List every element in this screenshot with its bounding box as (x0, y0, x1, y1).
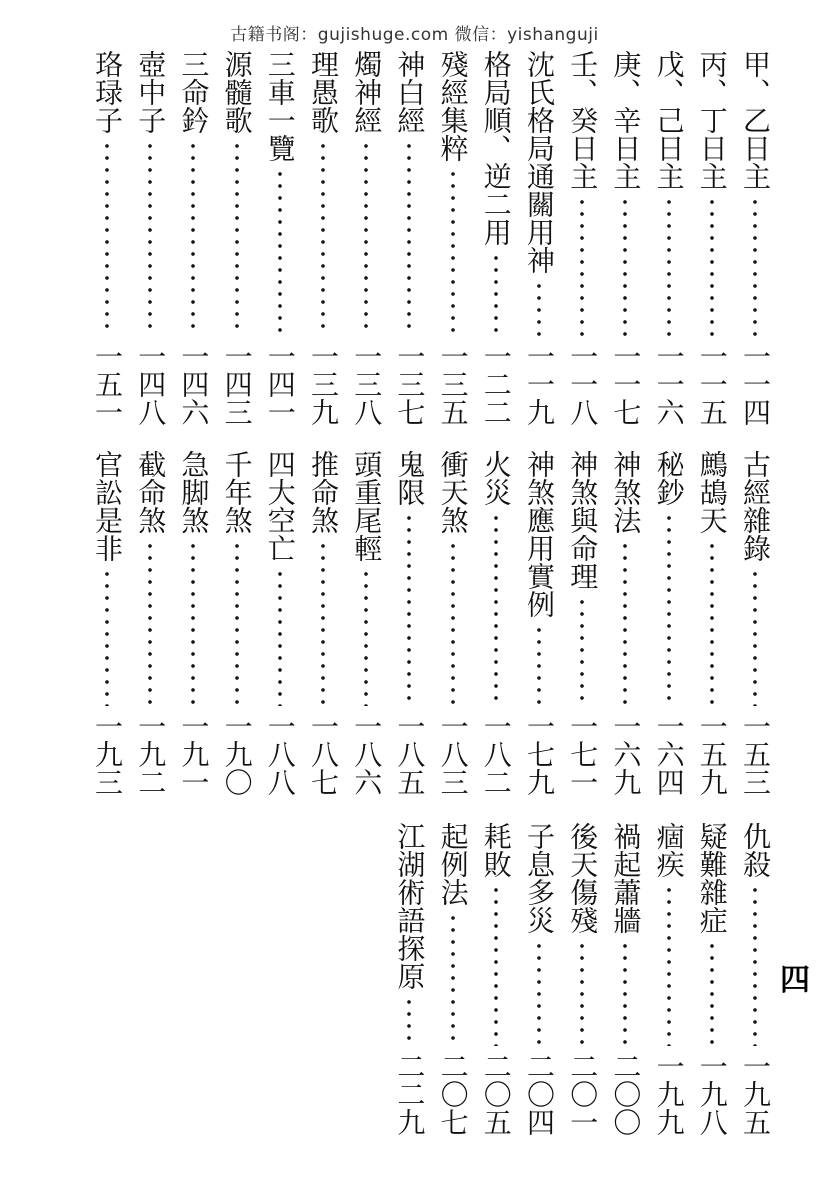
entry-title: 源髓歌 (220, 50, 254, 134)
entry-page-number: 一一七 (609, 342, 643, 426)
dot-leader (710, 196, 714, 336)
entry-page-number: 一三九 (307, 342, 340, 426)
entry-page-number: 一六四 (652, 712, 686, 796)
entry-title: 鷓鴣天 (695, 450, 729, 534)
watermark: 古籍书阁：gujishuge.com 微信：yishanguji (230, 25, 599, 45)
entry-title: 殘經集粹 (436, 50, 470, 162)
entry-page-number: 一五一 (91, 342, 124, 426)
dot-leader (451, 912, 455, 1046)
entry-title: 三命鈐 (177, 50, 211, 134)
dot-leader (105, 140, 109, 336)
entry-page-number: 一八八 (263, 712, 297, 796)
entry-title: 戊、己日主 (652, 50, 686, 190)
entry-title: 火災 (479, 450, 513, 506)
entry-title: 疑難雜症 (695, 822, 729, 934)
entry-title: 庚、辛日主 (609, 50, 643, 190)
dot-leader (494, 512, 498, 706)
dot-leader (364, 140, 368, 336)
entry-title: 起例法 (436, 822, 470, 906)
dot-leader (278, 168, 282, 336)
entry-title: 甲、乙日主 (739, 50, 772, 190)
entry-title: 後天傷殘 (566, 822, 600, 934)
entry-page-number: 一三五 (436, 342, 470, 426)
entry-page-number: 一五九 (695, 712, 729, 796)
entry-page-number: 一九五 (739, 1052, 772, 1136)
dot-leader (710, 940, 714, 1046)
entry-page-number: 一七一 (566, 712, 600, 796)
entry-title: 神煞法 (609, 450, 643, 534)
entry-title: 耗敗 (479, 822, 513, 878)
entry-title: 神煞與命理 (566, 450, 600, 590)
entry-title: 鬼限 (393, 450, 427, 506)
dot-leader (753, 196, 757, 336)
entry-page-number: 一九八 (695, 1052, 729, 1136)
entry-page-number: 一五三 (739, 712, 772, 796)
dot-leader (148, 540, 152, 706)
dot-leader (580, 196, 584, 336)
entry-page-number: 一七九 (523, 712, 556, 796)
entry-title: 沈氏格局通關用神 (523, 50, 556, 274)
entry-page-number: 一九三 (91, 712, 124, 796)
entry-title: 四大空亡 (263, 450, 297, 562)
dot-leader (407, 996, 411, 1046)
page-number: 四 (780, 963, 810, 998)
entry-page-number: 一四一 (263, 342, 297, 426)
entry-page-number: 一一六 (652, 342, 686, 426)
entry-title: 壬、癸日主 (566, 50, 600, 190)
entry-page-number: 二〇〇 (609, 1052, 643, 1136)
entry-page-number: 一四八 (134, 342, 168, 426)
entry-title: 頭重尾輕 (350, 450, 384, 562)
dot-leader (321, 540, 325, 706)
dot-leader (191, 140, 195, 336)
entry-title: 格局順、逆二用 (479, 50, 513, 246)
entry-page-number: 二〇四 (523, 1052, 556, 1136)
entry-title: 仇殺 (739, 822, 772, 878)
entry-page-number: 一二二 (479, 342, 513, 426)
dot-leader (278, 568, 282, 706)
entry-page-number: 一九〇 (220, 712, 254, 796)
dot-leader (451, 540, 455, 706)
dot-leader (148, 140, 152, 336)
entry-page-number: 一三七 (393, 342, 427, 426)
entry-title: 珞琭子 (91, 50, 124, 134)
dot-leader (407, 140, 411, 336)
dot-leader (235, 140, 239, 336)
entry-page-number: 二二九 (393, 1052, 427, 1136)
entry-page-number: 一一八 (566, 342, 600, 426)
entry-title: 三車一覽 (263, 50, 297, 162)
entry-title: 燭神經 (350, 50, 384, 134)
dot-leader (235, 540, 239, 706)
dot-leader (753, 568, 757, 706)
dot-leader (667, 884, 671, 1046)
dot-leader (537, 940, 541, 1046)
entry-page-number: 一八五 (393, 712, 427, 796)
entry-title: 官訟是非 (91, 450, 124, 562)
entry-page-number: 二〇一 (566, 1052, 600, 1136)
entry-title: 秘鈔 (652, 450, 686, 506)
entry-page-number: 一八六 (350, 712, 384, 796)
entry-page-number: 一一五 (695, 342, 729, 426)
entry-page-number: 二〇七 (436, 1052, 470, 1136)
entry-page-number: 一九一 (177, 712, 211, 796)
dot-leader (710, 540, 714, 706)
dot-leader (537, 280, 541, 336)
entry-page-number: 一八七 (307, 712, 340, 796)
dot-leader (623, 540, 627, 706)
entry-title: 截命煞 (134, 450, 168, 534)
entry-title: 衝天煞 (436, 450, 470, 534)
dot-leader (191, 540, 195, 706)
dot-leader (623, 940, 627, 1046)
entry-title: 江湖術語探原 (393, 822, 427, 990)
entry-title: 禍起蕭牆 (609, 822, 643, 934)
dot-leader (537, 624, 541, 706)
dot-leader (407, 512, 411, 706)
entry-title: 千年煞 (220, 450, 254, 534)
entry-page-number: 一一九 (523, 342, 556, 426)
entry-title: 痼疾 (652, 822, 686, 878)
entry-page-number: 一六九 (609, 712, 643, 796)
entry-title: 神白經 (393, 50, 427, 134)
dot-leader (364, 568, 368, 706)
dot-leader (623, 196, 627, 336)
entry-title: 急脚煞 (177, 450, 211, 534)
entry-title: 丙、丁日主 (695, 50, 729, 190)
entry-page-number: 一九二 (134, 712, 168, 796)
entry-title: 古經雜錄 (739, 450, 772, 562)
entry-title: 神煞應用實例 (523, 450, 556, 618)
dot-leader (753, 884, 757, 1046)
dot-leader (667, 512, 671, 706)
entry-page-number: 一九九 (652, 1052, 686, 1136)
entry-page-number: 二〇五 (479, 1052, 513, 1136)
dot-leader (580, 596, 584, 706)
entry-page-number: 一四三 (220, 342, 254, 426)
entry-page-number: 一三八 (350, 342, 384, 426)
dot-leader (451, 168, 455, 336)
entry-page-number: 一一四 (739, 342, 772, 426)
dot-leader (494, 884, 498, 1046)
entry-title: 理愚歌 (307, 50, 340, 134)
dot-leader (494, 252, 498, 336)
dot-leader (667, 196, 671, 336)
dot-leader (105, 568, 109, 706)
entry-page-number: 一八二 (479, 712, 513, 796)
entry-title: 推命煞 (307, 450, 340, 534)
entry-title: 子息多災 (523, 822, 556, 934)
entry-page-number: 一四六 (177, 342, 211, 426)
dot-leader (321, 140, 325, 336)
dot-leader (580, 940, 584, 1046)
entry-title: 壺中子 (134, 50, 168, 134)
entry-page-number: 一八三 (436, 712, 470, 796)
